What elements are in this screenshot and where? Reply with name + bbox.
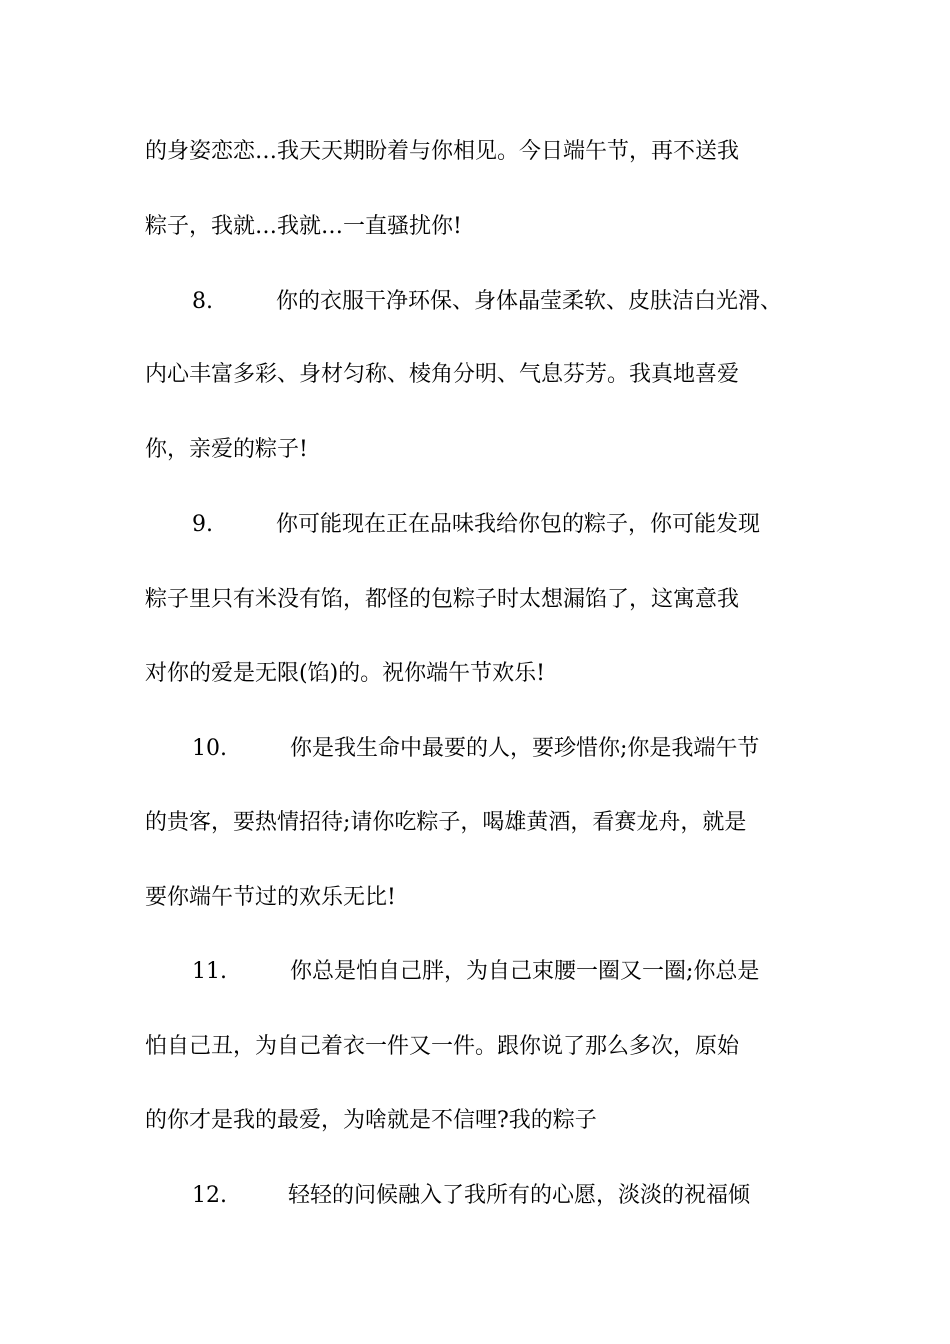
line-text: 粽子，我就…我就…一直骚扰你! [145, 214, 462, 239]
list-number: 10. [192, 736, 227, 761]
list-number: 11. [192, 959, 227, 984]
line-text: 粽子里只有米没有馅，都怪的包粽子时太想漏馅了，这寓意我 [145, 587, 740, 612]
line-text: 的身姿恋恋…我天天期盼着与你相见。今日端午节，再不送我 [145, 139, 740, 164]
line-text: 对你的爱是无限(馅)的。祝你端午节欢乐! [145, 661, 546, 686]
text-line [145, 1027, 739, 1067]
line-text: 你总是怕自己胖，为自己束腰一圈又一圈;你总是 [290, 959, 760, 984]
line-text: 内心丰富多彩、身材匀称、棱角分明、气息芬芳。我真地喜爱 [145, 362, 740, 387]
line-text: 轻轻的问候融入了我所有的心愿，淡淡的祝福倾 [288, 1183, 751, 1208]
list-number: 9. [192, 512, 213, 537]
text-line [145, 803, 746, 843]
list-item-9 [192, 505, 760, 545]
line-text: 怕自己丑，为自己着衣一件又一件。跟你说了那么多次，原始 [145, 1034, 740, 1059]
text-line [145, 430, 308, 470]
text-line [145, 654, 545, 694]
list-item-8 [192, 282, 782, 322]
list-number: 12. [192, 1183, 227, 1208]
line-text: 要你端午节过的欢乐无比! [145, 885, 396, 910]
line-text: 的贵客，要热情招待;请你吃粽子，喝雄黄酒，看赛龙舟，就是 [145, 810, 747, 835]
text-line [145, 207, 462, 247]
line-text: 你可能现在正在品味我给你包的粽子，你可能发现 [276, 512, 761, 537]
line-text: 你，亲爱的粽子! [145, 437, 308, 462]
text-line [145, 355, 739, 395]
list-number: 8. [192, 289, 213, 314]
line-text: 你是我生命中最要的人，要珍惜你;你是我端午节 [290, 736, 760, 761]
text-line [145, 580, 739, 620]
text-line [145, 1101, 597, 1141]
list-item-12 [192, 1176, 750, 1216]
text-line [145, 132, 739, 172]
line-text: 的你才是我的最爱，为啥就是不信哩?我的粽子 [145, 1108, 597, 1133]
list-item-10 [192, 729, 759, 769]
line-text: 你的衣服干净环保、身体晶莹柔软、皮肤洁白光滑、 [276, 289, 783, 314]
text-line [145, 878, 396, 918]
list-item-11 [192, 952, 759, 992]
